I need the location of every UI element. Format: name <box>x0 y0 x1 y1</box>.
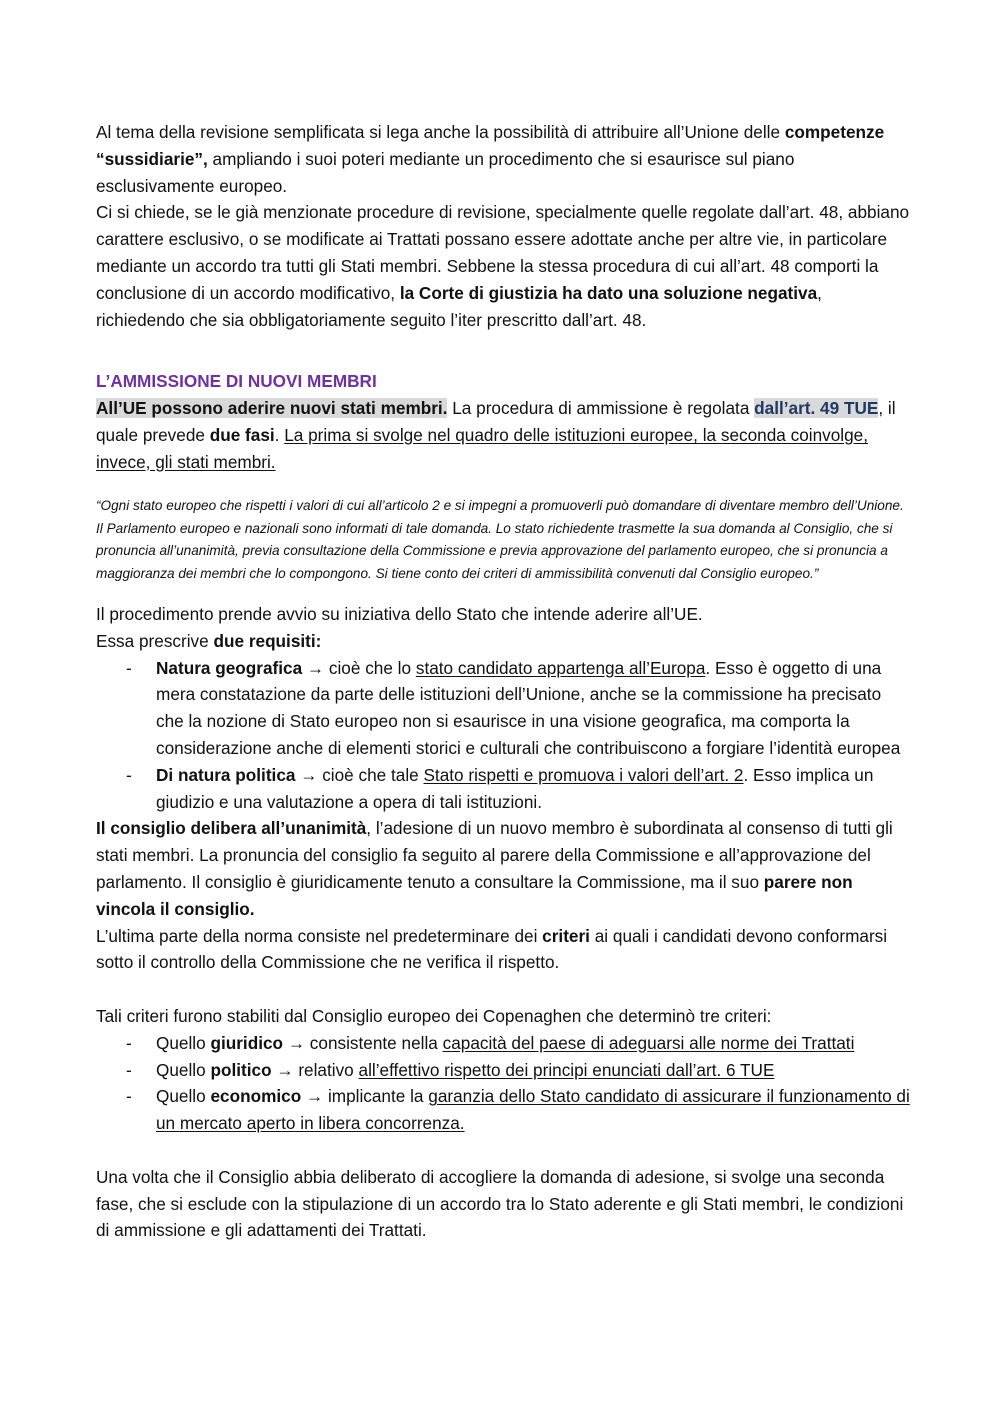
arrow-icon: → <box>295 764 323 785</box>
paragraph-seconda-fase: Una volta che il Consiglio abbia deliberato di accogliere la domanda di adesione, si svolge una seconda fase, che si esclude con la stipulazione di un accordo tra lo Stato aderente e gli Stati membri, le condizioni di ammissione e gli adattamenti dei Trattati. <box>96 1166 904 1241</box>
paragraph-avvio: Il procedimento prende avvio su iniziativa dello Stato che intende aderire all’UE. <box>96 603 703 624</box>
section-heading: L’AMMISSIONE DI NUOVI MEMBRI <box>96 371 377 392</box>
paragraph-sussidiarie: Al tema della revisione semplificata si lega anche la possibilità di attribuire all’Unione delle competenze “sussidiarie”, ampliando i suoi poteri mediante un procedimento che si esaurisce sul piano esclusivamente europeo. <box>96 122 885 196</box>
list-item: - Natura geografica → cioè che lo stato candidato appartenga all’Europa. Esso è oggetto di una mera constatazione da parte delle istituzioni dell’Unione, anche se la commissione ha precisato che la nozione di Stato europeo non si esaurisce in una visione geografica, ma comporta la considerazione anche di elementi storici e culturali che contribuiscono a forgiare l’identità europea <box>96 655 911 762</box>
list-item: - Di natura politica → cioè che tale Stato rispetti e promuova i valori dell’art. 2. Esso implica un giudizio e una valutazione a opera di tali istituzioni. <box>96 762 911 816</box>
paragraph-unanimita: Il consiglio delibera all’unanimità, l’adesione di un nuovo membro è subordinata al consenso di tutti gli stati membri. La pronuncia del consiglio fa seguito al parere della Commissione e all’approvazione del parlamento. Il consiglio è giuridicamente tenuto a consultare la Commissione, ma il suo parere non vincola il consiglio. <box>96 818 893 919</box>
list-item: - Quello giuridico → consistente nella capacità del paese di adeguarsi alle norme dei Trattati <box>96 1030 911 1057</box>
list-item: - Quello economico → implicante la garanzia dello Stato candidato di assicurare il funzionamento di un mercato aperto in libera concorrenza. <box>96 1083 911 1137</box>
list-item: - Quello politico → relativo all’effettivo rispetto dei principi enunciati dall’art. 6 TUE <box>96 1057 911 1084</box>
spacer <box>96 333 911 360</box>
spacer <box>96 976 911 1003</box>
paragraph-art48: Ci si chiede, se le già menzionate procedure di revisione, specialmente quelle regolate dall’art. 48, abbiano carattere esclusivo, o se modificate ai Trattati possano essere adottate anche per altre vie, in particolare mediante un accordo tra tutti gli Stati membri. Sebbene la stessa procedura di cui all’art. 48 comporti la conclusione di un accordo modificativo, la Corte di giustizia ha dato una soluzione negativa, richiedendo che sia obbligatoriamente seguito l’iter prescritto dall’art. 48. <box>96 202 910 330</box>
arrow-icon: → <box>302 657 329 678</box>
paragraph-ammissione: All’UE possono aderire nuovi stati membri. La procedura di ammissione è regolata dall’art. 49 TUE, il quale prevede due fasi. La prima si svolge nel quadro delle istituzioni europee, la seconda coinvolge, invece, gli stati membri. <box>96 397 896 472</box>
article-49-quote: “Ogni stato europeo che rispetti i valori di cui all’articolo 2 e si impegni a promuoverli può domandare di diventare membro dell’Unione. Il Parlamento europeo e nazionali sono informati di tale domanda. Lo stato richiedente trasmette la sua domanda al Consiglio, che si pronuncia all’unanimità, previa consultazione della Commissione e previa approvazione del parlamento europeo, che si pronuncia a maggioranza dei membri che lo compongono. Si tiene conto dei criteri di ammissibilità convenuti dal Consiglio europeo.” <box>96 498 904 581</box>
arrow-icon: → <box>301 1086 328 1107</box>
requirements-list <box>96 655 911 816</box>
criteria-list <box>96 1030 911 1137</box>
document-page <box>96 119 911 1244</box>
arrow-icon: → <box>271 1059 299 1080</box>
arrow-icon: → <box>283 1032 310 1053</box>
paragraph-copenaghen: Tali criteri furono stabiliti dal Consiglio europeo dei Copenaghen che determinò tre criteri: <box>96 1005 772 1026</box>
spacer <box>96 1137 911 1164</box>
paragraph-requisiti-intro: Essa prescrive due requisiti: <box>96 630 322 651</box>
paragraph-criteri: L’ultima parte della norma consiste nel predeterminare dei criteri ai quali i candidati devono conformarsi sotto il controllo della Commissione che ne verifica il rispetto. <box>96 925 888 973</box>
